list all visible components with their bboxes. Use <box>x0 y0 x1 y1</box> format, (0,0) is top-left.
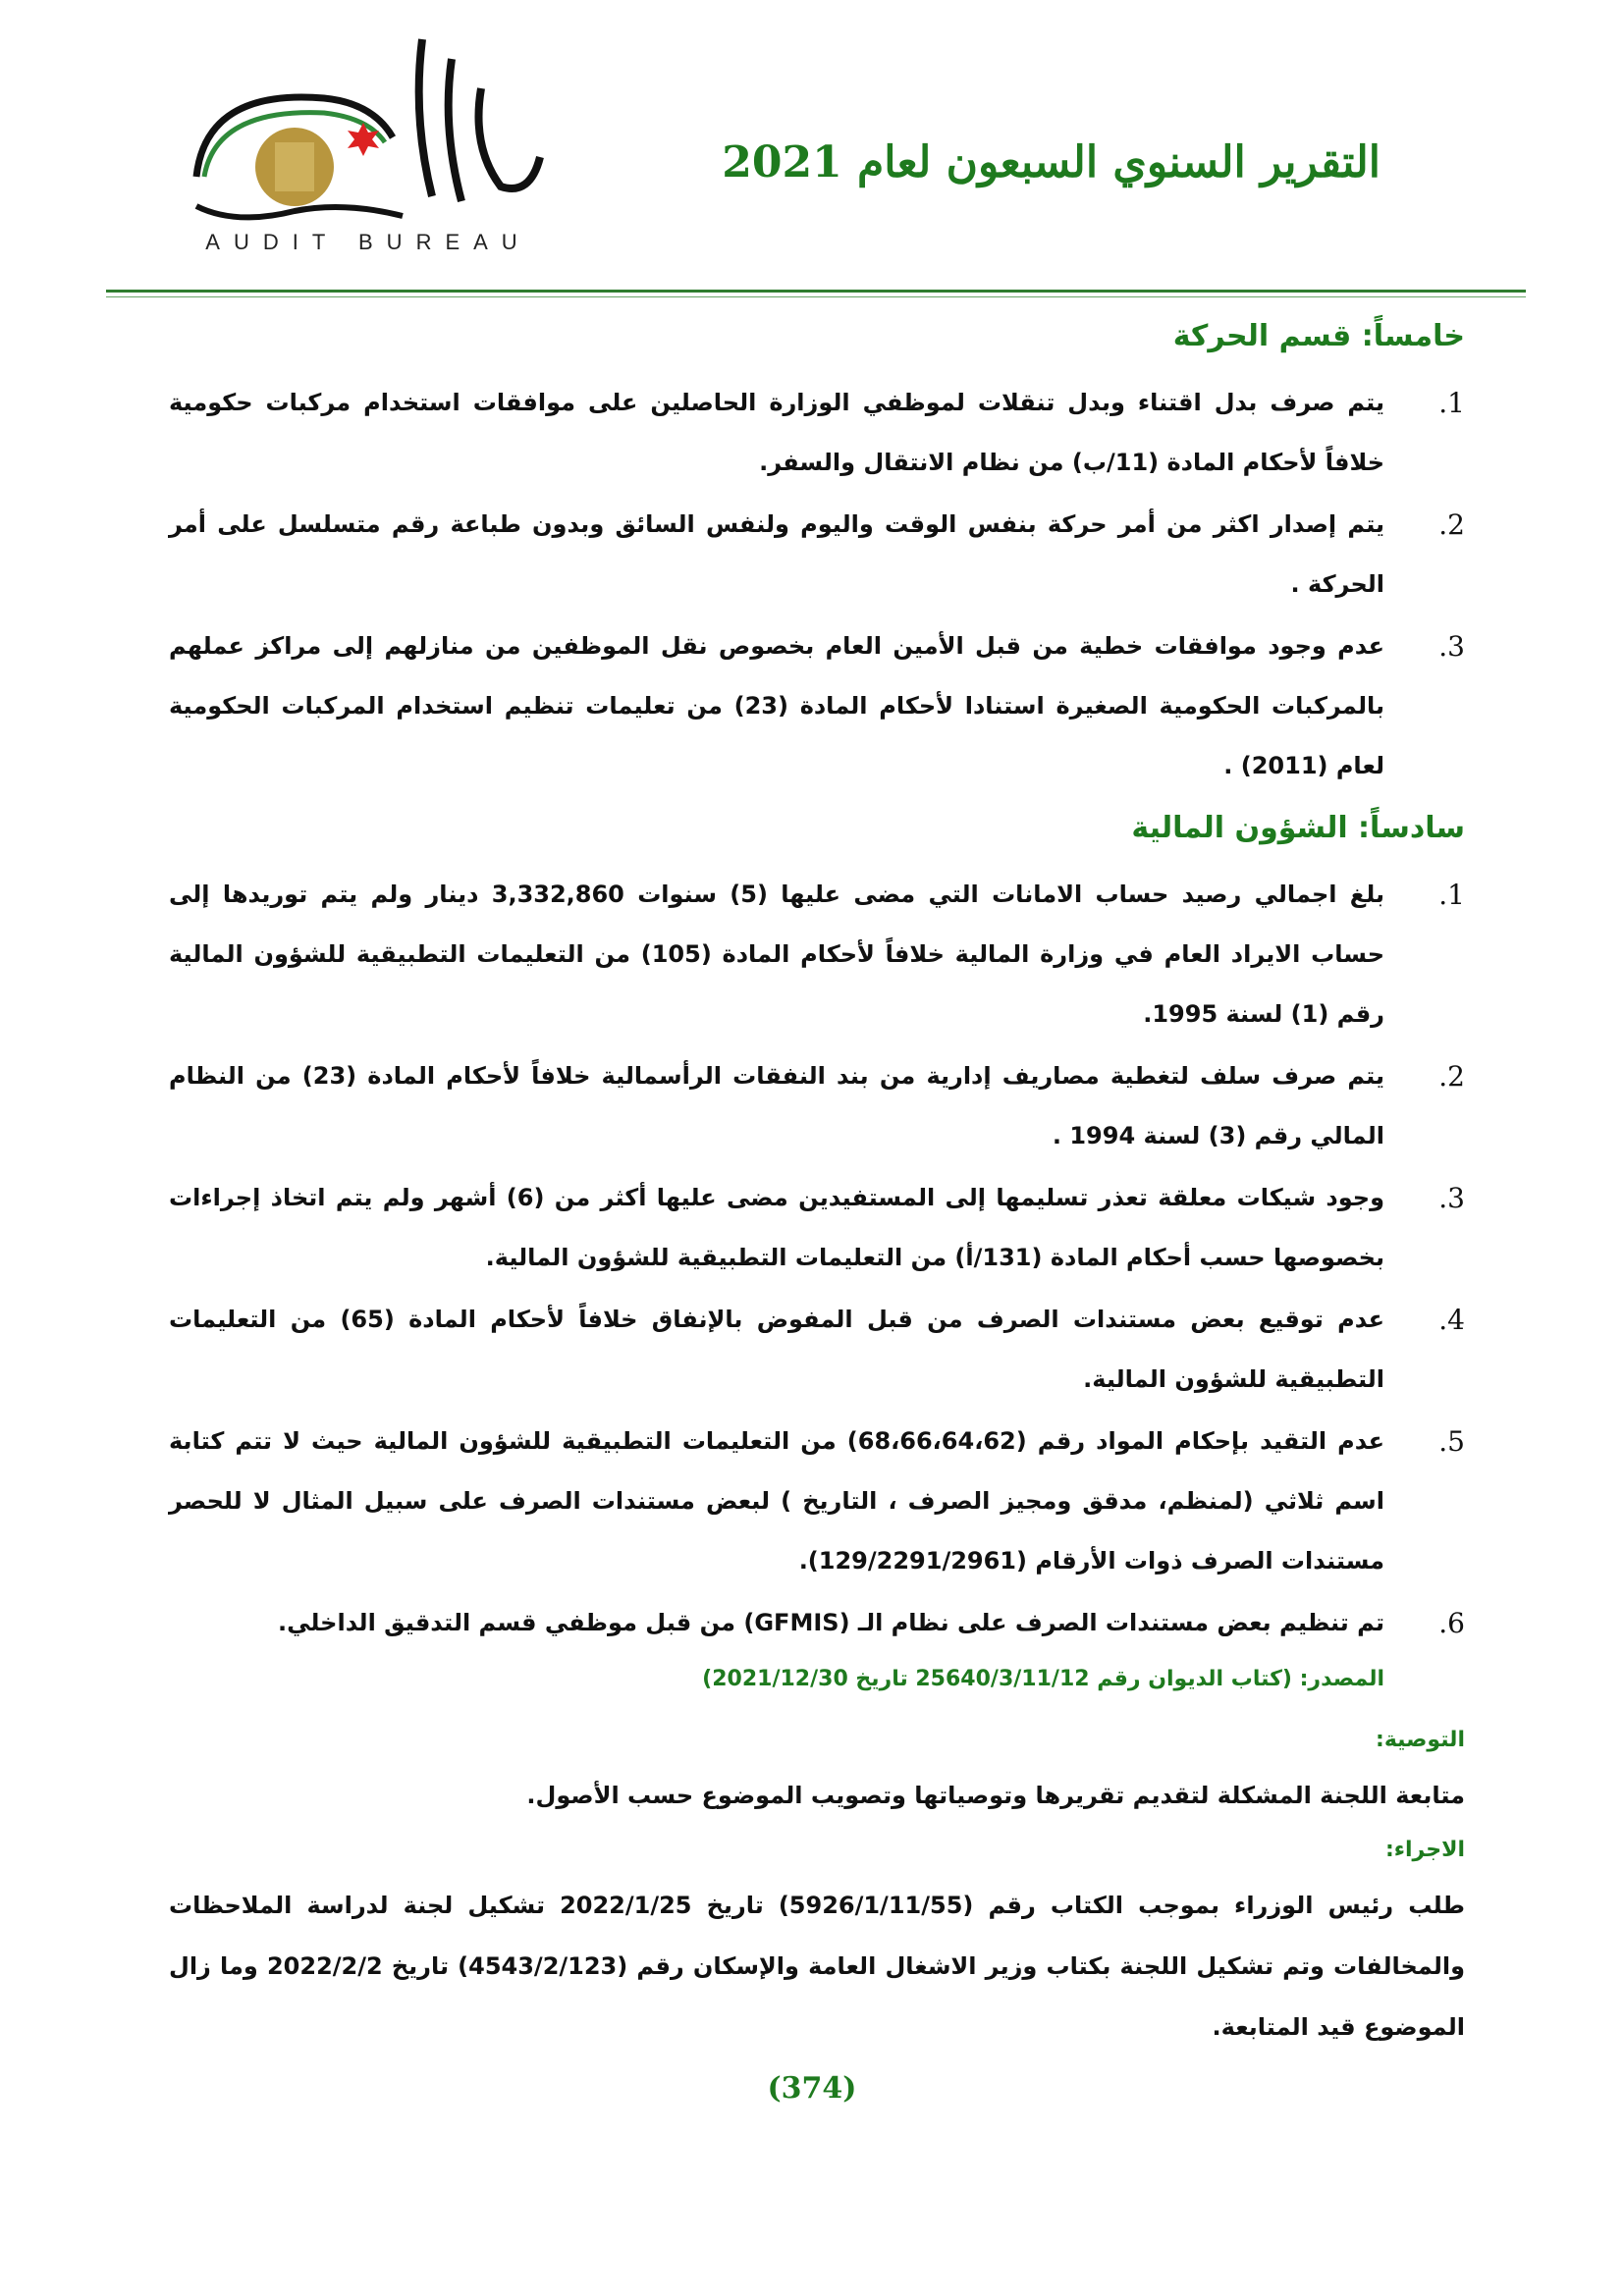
section-heading-finance: سادساً: الشؤون المالية <box>1131 811 1465 845</box>
item-text: عدم وجود موافقات خطية من قبل الأمين العام بخصوص نقل الموظفين من منازلهم إلى مراكز عملهم بالمركبات الحكومية الصغيرة استنادا لأحكام المادة (23) من تعليمات تنظيم استخدام المركبات الحكومية لعام (2011) . <box>169 632 1384 779</box>
item-number: 1. <box>1438 387 1465 419</box>
list-item <box>169 495 1465 614</box>
item-number: 5. <box>1438 1425 1465 1458</box>
section-heading-movement: خامساً: قسم الحركة <box>1172 319 1465 353</box>
source-reference: المصدر: (كتاب الديوان رقم 25640/3/11/12 تاريخ 2021/12/30) <box>702 1667 1384 1691</box>
list-item <box>169 616 1465 796</box>
item-number: 6. <box>1438 1607 1465 1639</box>
list-item <box>169 373 1465 493</box>
list-item <box>169 865 1465 1044</box>
item-number: 3. <box>1438 630 1465 663</box>
item-number: 3. <box>1438 1182 1465 1214</box>
list-item <box>169 1168 1465 1288</box>
list-item <box>169 1290 1465 1410</box>
report-title: التقرير السنوي السبعون لعام 2021 <box>722 137 1380 187</box>
item-text: بلغ اجمالي رصيد حساب الامانات التي مضى عليها (5) سنوات 3,332,860 دينار ولم يتم توريدها إلى حساب الايراد العام في وزارة المالية خلافاً لأحكام المادة (105) من التعليمات التطبيقية للشؤون المالية رقم (1) لسنة 1995. <box>169 881 1385 1028</box>
recommendation-label: التوصية: <box>1376 1728 1465 1752</box>
list-item <box>169 1412 1465 1591</box>
page-number: (374) <box>767 2071 857 2106</box>
item-text: تم تنظيم بعض مستندات الصرف على نظام الـ (GFMIS) من قبل موظفي قسم التدقيق الداخلي. <box>277 1609 1384 1636</box>
logo-english-text: AUDIT BUREAU <box>205 230 531 254</box>
item-text: وجود شيكات معلقة تعذر تسليمها إلى المستفيدين مضى عليها أكثر من (6) أشهر ولم يتم اتخاذ إجراءات بخصوصها حسب أحكام المادة (131/أ) من التعليمات التطبيقية للشؤون المالية. <box>169 1184 1384 1271</box>
item-text: عدم توقيع بعض مستندات الصرف من قبل المفوض بالإنفاق خلافاً لأحكام المادة (65) من التعليمات التطبيقية للشؤون المالية. <box>169 1306 1384 1393</box>
header-divider <box>106 290 1526 297</box>
item-text: عدم التقيد بإحكام المواد رقم (68،66،64،62) من التعليمات التطبيقية للشؤون المالية حيث لا تتم كتابة اسم ثلاثي (لمنظم، مدقق ومجيز الصرف ، التاريخ ) لبعض مستندات الصرف على سبيل المثال لا للحصر مستندات الصرف ذوات الأرقام (129/2291/2961). <box>169 1427 1384 1575</box>
list-item <box>169 1046 1465 1166</box>
item-number: 2. <box>1438 508 1465 541</box>
action-label: الاجراء: <box>1384 1838 1465 1862</box>
document-body <box>169 312 1465 2057</box>
item-number: 1. <box>1438 879 1465 911</box>
item-number: 4. <box>1438 1304 1465 1336</box>
logo-calligraphy-icon <box>177 29 560 226</box>
list-item <box>169 1593 1465 1653</box>
audit-bureau-logo <box>177 29 560 255</box>
item-text: يتم صرف سلف لتغطية مصاريف إدارية من بند النفقات الرأسمالية خلافاً لأحكام المادة (23) من النظام المالي رقم (3) لسنة 1994 . <box>169 1062 1384 1149</box>
item-text: يتم صرف بدل اقتناء وبدل تنقلات لموظفي الوزارة الحاصلين على موافقات استخدام مركبات حكومية خلافاً لأحكام المادة (11/ب) من نظام الانتقال والسفر. <box>169 389 1384 476</box>
action-text: طلب رئيس الوزراء بموجب الكتاب رقم (5926/1/11/55) تاريخ 2022/1/25 تشكيل لجنة لدراسة الملاحظات والمخالفات وتم تشكيل اللجنة بكتاب وزير الاشغال العامة والإسكان رقم (4543/2/123) تاريخ 2022/2/2 وما زال الموضوع قيد المتابعة. <box>169 1892 1466 2041</box>
item-number: 2. <box>1438 1060 1465 1093</box>
item-text: يتم إصدار اكثر من أمر حركة بنفس الوقت واليوم ولنفس السائق وبدون طباعة رقم متسلسل على أمر الحركة . <box>169 510 1384 598</box>
recommendation-text: متابعة اللجنة المشكلة لتقديم تقريرها وتوصياتها وتصويب الموضوع حسب الأصول. <box>526 1782 1465 1809</box>
